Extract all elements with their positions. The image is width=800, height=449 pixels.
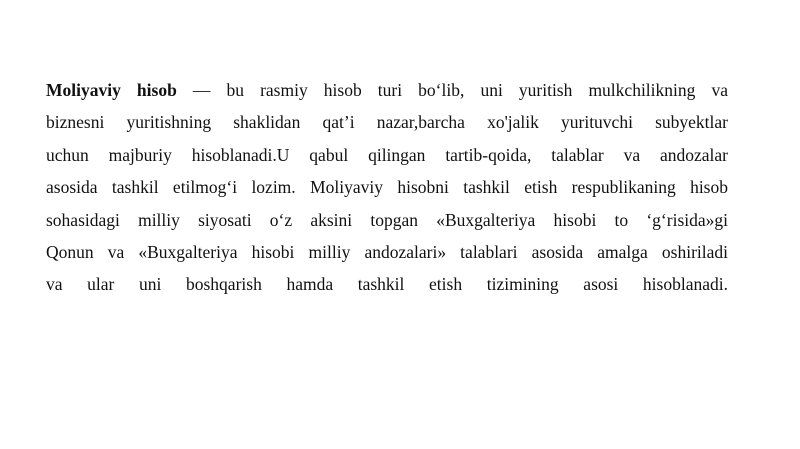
paragraph-line-7: va ular uni boshqarish hamda tashkil etish tizimining asosi hisoblanadi.: [46, 274, 728, 295]
paragraph-line-2: biznesni yuritishning shaklidan qat’i nazar,barcha xo'jalik yurituvchi subyektlar: [46, 112, 728, 133]
paragraph-line-3: uchun majburiy hisoblanadi.U qabul qilingan tartib-qoida, talablar va andozalar: [46, 144, 728, 165]
paragraph-line-5: sohasidagi milliy siyosati o‘z aksini topgan «Buxgalteriya hisobi to ‘g‘risida»gi: [46, 209, 728, 230]
body-paragraph: [46, 74, 728, 301]
paragraph-line-4: asosida tashkil etilmog‘i lozim. Moliyaviy hisobni tashkil etish respublikaning hisob: [46, 177, 728, 198]
paragraph-line-1: [46, 74, 728, 106]
paragraph-line-6: Qonun va «Buxgalteriya hisobi milliy andozalari» talablari asosida amalga oshiriladi: [46, 241, 728, 262]
line-1-text: — bu rasmiy hisob turi bo‘lib, uni yuritish mulkchilikning va: [176, 80, 728, 100]
term-heading: Moliyaviy hisob: [46, 80, 177, 100]
